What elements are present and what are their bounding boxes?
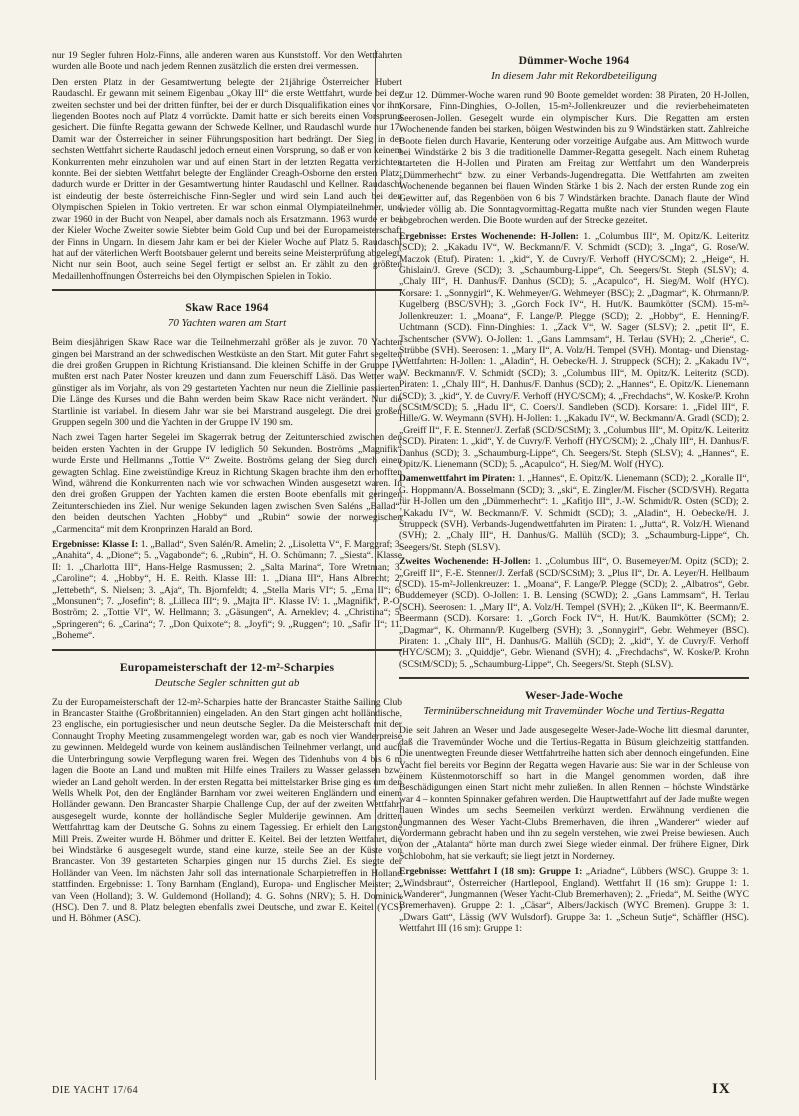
results-label: Damenwettfahrt im Piraten: bbox=[399, 473, 516, 485]
results-label: Ergebnisse: Klasse I: bbox=[52, 539, 139, 551]
results-paragraph bbox=[399, 231, 749, 471]
article-title: Skaw Race 1964 bbox=[185, 301, 269, 315]
article-paragraph: Zur 12. Dümmer-Woche waren rund 90 Boote gemeldet worden: 38 Piraten, 20 H-Jollen, Korsare, Finn-Dinghies, O-Jollen, 15-m²-Jollenkreuzer und die revierbeheimateten Seerosen-Jollen. Gesegelt wurde ein olympischer Kurs. Die Regatten am ersten Wochenende fanden bei starken, böigen Westwinden bis zu 9 Windstärken statt. Zahlreiche Boote fielen durch Havarie, Kenterung oder vorzeitige Aufgabe aus. Am Mittwoch wurde bei Windstärke 2 bis 3 die traditionelle Dammer-Regatta gesegelt. Nach einem Ruhetag starteten die H-Jollen und Piraten am Freitag zur Wettfahrt um den Wanderpreis „Dümmerhecht“ bzw. zu einer Verbands-Jugendregatta. Die Wettfahrten am zweiten Wochenende begannen bei flauen Winden Stärke 1 bis 2. Nach der ersten Runde zog ein Gewitter auf, das Regenböen von 6 bis 7 Windstärken brachte. Danach flaute der Wind wieder völlig ab. Die Sonntagvormittag-Regatta mußte nach vier Stunden wegen Flaute abgebrochen werden. Die Boote wurden auf der Strecke gezeitet. bbox=[399, 89, 749, 227]
article-paragraph: Beim diesjährigen Skaw Race war die Teilnehmerzahl größer als je zuvor. 70 Yachten gingen bei Marstrand an der schwedischen Westküste an den Start. Mit guter Fahrt segelten die drei großen Gruppen in Richtung Kristiansand. Die kleinen Schiffe in der Gruppe IV mußten erst nach Pater Noster kreuzen und dann zum Feuerschiff Läsö. Das Wetter war günstiger als im Vorjahr, als von 29 gestarteten Yachten nur neun die Ziellinie passierten. Die Länge des Kurses und die Bahn werden beim Skaw Race nicht verändert. Nur die Startlinie ist variabel. In diesem Jahr war sie bei Marstrand ausgelegt. Die drei großen Gruppen segeln 300 und die Yachten in der Gruppe IV 190 sm. bbox=[52, 337, 402, 428]
section-divider bbox=[52, 649, 402, 651]
right-column bbox=[399, 50, 749, 938]
article-paragraph: Nach zwei Tagen harter Segelei im Skagerrak betrug der Zeitunterschied zwischen den beiden ersten Yachten in der Gruppe IV lediglich 50 Sekunden. Boströms „Magnifik“ wurde Erste und Hellmanns „Tottie V“ Zweite. Boströms gelang der Sieg durch einen gewagten Schlag. Eine zweistündige Kreuz in Richtung Skagen brachte ihm den erhofften Wind, während die Konkurrenten nach wie vor schwachen Winden ausgesetzt waren. In den drei großen Gruppen der Yachten kamen die ersten Boote ebenfalls mit geringen Zeitunterschieden ins Ziel. Nur wenige Sekunden lagen zwischen Sven Saléns „Ballad“, den beiden deutschen Yachten „Hobby“ und „Rubin“ sowie der norwegischen „Carmencita“ mit dem Kronprinzen Harald an Bord. bbox=[52, 432, 402, 535]
results-label: Zweites Wochenende: H-Jollen: bbox=[399, 556, 531, 568]
results-paragraph bbox=[52, 539, 402, 642]
article-subtitle: Deutsche Segler schnitten gut ab bbox=[154, 676, 300, 689]
results-paragraph bbox=[399, 866, 749, 934]
article-subtitle: Terminüberschneidung mit Travemünder Woche und Tertius-Regatta bbox=[423, 705, 725, 718]
article-title: Dümmer-Woche 1964 bbox=[518, 54, 630, 67]
section-divider bbox=[52, 289, 402, 291]
results-text: „Ariadne“, Lübbers (WSC). Gruppe 3: 1. „Windsbraut“, Österreicher (Hartlepool, England). Wettfahrt II (16 sm): Gruppe 1: 1. „Wanderer“, Jungmannen (Weser Yacht-Club Bremerhaven); 2. „Frieda“, M. Seithe (WYC Bremerhaven). Gruppe 2: 1. „Cäsar“, Albers/Jackisch (WYC Bremen). Gruppe 3: 1. „Dwars Gatt“, Lässig (WV Wulsdorf). Gruppe 3a: 1. „Scheun Sutje“, Schäffler (HSC). Wettfahrt III (16 sm): Gruppe 1: bbox=[399, 866, 749, 935]
article-subtitle: 70 Yachten waren am Start bbox=[167, 316, 287, 329]
article-title: Europameisterschaft der 12-m²-Scharpies bbox=[119, 660, 335, 674]
results-label: Ergebnisse: Wettfahrt I (18 sm): Gruppe 1: bbox=[399, 866, 583, 878]
page-number: IX bbox=[712, 1081, 731, 1097]
article-subtitle: In diesem Jahr mit Rekordbeteiligung bbox=[491, 69, 657, 82]
results-label: Ergebnisse: Erstes Wochenende: H-Jollen: bbox=[399, 230, 579, 242]
magazine-issue: DIE YACHT 17/64 bbox=[52, 1085, 139, 1096]
article-paragraph: Den ersten Platz in der Gesamtwertung belegte der 21jährige Österreicher Hubert Raudaschl. Er gewann mit seinem Eigenbau „Okay III“ die erste Wettfahrt, wurde bei der zweiten sechster und bei der dritten fünfter, bei der er durch Disqualifikation eines vor ihm liegenden Bootes noch auf Platz 4 vorrückte. Damit hatte er sich bereits einen Vorsprung gesichert. Die fünfte Regatta gewann der Schwede Kellner, und Raudaschl wurde nur 17. Damit war der Österreicher in seiner Führungsposition hart bedrängt. Der Sieg in der sechsten Wettfahrt sicherte Raudaschl jedoch erneut einen Vorsprung, so daß er von keinem Konkurrenten mehr einzuholen war und auf einen Start in der letzten Regatta verzichten konnte. Bei der siebten Wettfahrt belegte der Engländer Creagh-Osborne den ersten Platz; dadurch wurde er Dritter in der Gesamtwertung hinter Raudaschl und Kellner. Raudaschl ist eindeutig der beste österreichische Finn-Segler und wird sein Land auch bei den Olympischen Spielen in Tokio vertreten. Er war schon einmal Olympiateilnehmer, und zwar 1960 in der Bucht von Neapel, aber damals noch als Ersatzmann. 1963 wurde er bei der Kieler Woche Zweiter sowie Siebter beim Gold Cup und bei der Europameisterschaft der Finns in Ungarn. In diesem Jahr kam er bei der Kieler Woche auf Platz 5. Raudaschl hat auf der väterlichen Werft Bootsbauer gelernt und bereits seine Meisterprüfung abgelegt. Nicht nur sein Boot, auch seine Segel fertigt er selbst an. Er zählt zu den größten Medaillenhoffnungen Österreichs bei den Olympischen Spielen in Tokio. bbox=[52, 76, 402, 282]
results-text: 1. „Ballad“, Sven Salén/R. Amelin; 2. „Lisoletta V“, F. Marggraf; 3. „Anahita“, 4. „Dione“; 5. „Vagabonde“; 6. „Rubin“, H. O. Schümann; 7. „Siesta“. Klasse II: 1. „Charlotta III“, Hans-Helge Rasmussen; 2. „Salta Marina“, Tore Wretman; 3. „Caroline“; 4. „Hobby“, H. E. Reith. Klasse III: 1. „Diana III“, Hans Albrecht; 2. „Jettebeth“, S. Nielsen; 3. „Aja“, Th. Bjornfeldt; 4. „Stella Maris VI“; 5. „Erna II“; 6. „Monsunen“; 7. „Josefin“; 8. „Lilleca III“; 9. „Majta II“. Klasse IV: 1. „Magnifik“, P.-O. Boström; 2. „Tottie VI“, W. Hellmann; 3. „Gäsungen“, A. Arneklev; 4. „Christina“; 5. „Springeren“; 6. „Carina“; 7. „Don Quixote“; 8. „Joyfi“; 9. „Ruggen“; 10. „Safir II“; 11. „Boheme“. bbox=[52, 539, 402, 642]
results-text: 1. „Columbus III“, O. Busemeyer/M. Opitz (SCD); 2. „Greiff II“, F.-E. Stenner/J. Zerfaß (SCD/SCStM); 3. „Plus II“, Dr. A. Leyer/H. Hellbaum (SCD). 15-m²-Jollenkreuzer: 1. „Moana“, F. Lange/P. Plegge (SCD); 2. „Albatros“, Gebr. Buddemeyer (SCD). O-Jollen: 1. B. Lensing (SCWD); 2. „Gans Lammsam“, H. Terlau (SCH). Seerosen: 1. „Mary II“, A. Volz/H. Tempel (SVH); 2. „Küken II“, K. Beermann/E. Beermann (SCD). Korsare: 1. „Gorch Fock IV“, H. Hut/K. Baumkötter (SCM); 2. „Dagmar“, K. Ohrmann/P. Kugelberg (SVH); 3. „Sonnygirl“, Gebr. Wehmeyer (BSC). Piraten: 1. „Chaly III“, H. Danhus/G. Mallüh (SCD); 2. „kid“, Y. de Cuvry/F. Verhoff (HYC/SCM); 3. „Quiddje“, Gebr. Wienand (SVH); 4. „Frechdachs“, W. Koske/P. Krohn (SCStM/SCD); 5. „Schaumburg-Lippe“, Ch. Seegers/St. Steph (SLSV). bbox=[399, 556, 749, 670]
results-text: 1. „Columbus III“, M. Opitz/K. Leiteritz (SCD); 2. „Kakadu IV“, W. Beckmann/F. V. Schmidt (SCD); 3. „Inga“, G. Rose/W. Maczok (Etuf). Piraten: 1. „kid“, Y. de Cuvry/F. Verhoff (HYC/SCM); 2. „Heige“, H. Ghislain/J. Greve (SCD); 3. „Schaumburg-Lippe“, Ch. Seegers/St. Steph (SLSV); 4. „Chaly III“, H. Danhus/F. Danhus (SCD); 5. „Acapulco“, H. Sieg/M. Wolf (HYC). Korsare: 1. „Sonnygirl“, K. Wehmeyer/G. Wehmeyer (BSC); 2. „Dagmar“, K. Ohrmann/P. Kugelberg (BSC/SVH); 3. „Gorch Fock IV“, H. Hut/K. Baumkötter (SCM). 15-m²-Jollenkreuzer: 1. „Moana“, F. Lange/P. Plegge (SCD); 2. „Hobby“, E. Henning/F. Uchtmann (SCD). Finn-Dinghies: 1. „Zack V“, W. Sager (SLSV); 2. „petit II“, E. Tschentscher (SVW). O-Jollen: 1. „Gans Lammsam“, H. Terlau (SVH); 2. „Cherie“, C. Strübbe (SVH). Seerosen: 1. „Mary II“, A. Volz/H. Tempel (SVH). Montag- und Dienstag-Wettfahrten: H-Jollen: 1. „Aladin“, H. Oebecke/H. J. Struppeck (SCH); 2. „Kakadu IV“, W. Beckmann/F. V. Schmidt (SCD); 3. „Columbus III“, M. Opitz/K. Leiteritz (SCD). Piraten: 1. „Chaly III“, H. Danhus/F. Danhus (SCD); 2. „Hannes“, E. Opitz/K. Lienemann (SCD); 3. „kid“, Y. de Cuvry/F. Verhoff (HYC/SCM); 4. „Frechdachs“, W. Koske/P. Krohn (SCStM/SCD); 5. „Hadu II“, C. Coers/J. Sandleben (SCD). Korsare: 1. „Fidel III“, F. Hille/G. W. Weymann (SVH). H-Jollen: 1. „Kakadu IV“, W. Beckmann/A. Gradl (SCD); 2. „Greiff II“, F. E. Stenner/J. Zerfaß (SCD/SCStM); 3. „Columbus III“, M. Opitz/K. Leiteritz (SCD). Piraten: 1. „kid“, Y. de Cuvry/F. Verhoff (HYC/SCM); 2. „Chaly III“, H. Danhus/F. Danhus (SCD); 3. „Schaumburg-Lippe“, Ch. Seegers/St. Steph (SLSV); 4. „Hannes“, E. Opitz/K. Lienemann (SCD); 5. „Acapulco“, H. Sieg/M. Wolf (HYC). bbox=[399, 230, 749, 470]
article-paragraph: Die seit Jahren an Weser und Jade ausgesegelte Weser-Jade-Woche litt diesmal darunter, daß die Travemünder Woche und die Tertius-Regatta in Büsum gleichzeitig stattfanden. Die unentwegten Freunde dieser Wettfahrtreihe hatten sich aber dennoch eingefunden. Eine Yacht fiel bereits vor Beginn der Regatta wegen Havarie aus: Sie war in der Schleuse von einem Küstenmotorschiff so hart in die Mangel genommen worden, daß ihre Beschädigungen einen Start nicht mehr zuließen. In allen Rennen – höchste Windstärke war 4 – konnten Spinnaker gefahren werden. Die Hauptwettfahrt auf der Jade mußte wegen flauen Windes um sechs Seemeilen verkürzt werden. Erwähnung verdienen die Jungmannen des Weser Yacht-Clubs Bremerhaven, die ihren „Wanderer“ wieder auf Vordermann gebracht haben und ihn zu segeln verstehen, wie zwei Preise bewiesen. Auch von der „Atalanta“ hörte man durch zwei Siege wieder einmal. Der frühere Eigner, Dirk Schlobohm, hat sie verkauft; sie liegt jetzt in Norderney. bbox=[399, 725, 749, 862]
section-divider bbox=[399, 677, 749, 679]
left-column bbox=[52, 50, 402, 929]
article-paragraph: nur 19 Segler fuhren Holz-Finns, alle anderen waren aus Kunststoff. Vor den Wettfahrten wurden alle Boote und nach jedem Rennen zusätzlich die ersten drei vermessen. bbox=[52, 50, 402, 73]
results-text: 1. „Hannes“, E. Opitz/K. Lienemann (SCD); 2. „Koralle II“, G. Hoppmann/A. Bosselmann (SCD); 3. „ski“, E. Zingler/M. Fischer (SCD/SVH). Regatta für H-Jollen um den „Dümmerhecht“: 1. „Kafitjo III“, J.-W. Schmidt/R. Osten (SCD); 2. „Kakadu IV“, W. Beckmann/F. V. Schmidt (SCD); 3. „Aladin“, H. Oebecke/H. J. Struppeck (SVH). Verbands-Jugendwettfahrten im Piraten: 1. „Jutta“, R. Volz/H. Wienand (SVH); 2. „Chaly III“, H. Danhus/G. Mallüh (SCD); 3. „Schaumburg-Lippe“, Ch. Seegers/St. Steph (SLSV). bbox=[399, 473, 749, 553]
results-paragraph bbox=[399, 473, 749, 553]
article-title: Weser-Jade-Woche bbox=[524, 689, 624, 703]
article-paragraph: Zu der Europameisterschaft der 12-m²-Scharpies hatte der Brancaster Staithe Sailing Club in Brancaster Staithe (Großbritannien) eingeladen. An den Start gingen acht holländische, 23 englische, ein portugiesischer und neun deutsche Segler. Da die Meisterschaft mit der Connaught Trophy Meeting zusammengelegt worden war, gab es noch vier Wanderpreise zu gewinnen. Meldegeld wurde von keinem ausländischen Teilnehmer verlangt, und auch die Unterbringung sowie Verpflegung waren frei. Wegen des Tidenhubs von 4 bis 6 m lagen die Boote an Land und mußten mit Hilfe eines Trailers zu Wasser gelassen bzw. wieder an Land geholt werden. In der ersten Regatta bei mittelstarker Brise ging es um den Wells Whelk Pot, den der Engländer Barnham vor zwei weiteren Engländern und einem Holländer gewann. Den Brancaster Sharpie Challenge Cup, der auf der zweiten Wettfahrt ausgesegelt wurde, konnte der holländische Segler Mulderije gewinnen. Am dritten Wettfahrttag kam der Deutsche G. Sohns zu einem Tagessieg. Er erhielt den Langstone Mill Preis. Zweiter wurde H. Böhmer und dritter E. Keitel. Bei der letzten Wettfahrt, die bei Windstärke 6 ausgesegelt wurde, stand eine kurze, steile See an der Küste von Brancaster. Von 39 gestarteten Scharpies gingen nur 15 durchs Ziel. Es siegte der Holländer van Veen. Im nächsten Jahr soll das internationale Scharpietreffen in Holland stattfinden. Ergebnisse: 1. Tony Barnham (England), Europa- und Englischer Meister; 2. van Veen (Holland); 3. W. Guldemond (Holland); 4. G. Sohns (NRV); 5. H. Dominick (HSC). Den 7. und 8. Platz belegten ebenfalls zwei Deutsche, und zwar E. Keitel (YCS) und H. Böhmer (ASC). bbox=[52, 696, 402, 925]
results-paragraph bbox=[399, 556, 749, 670]
